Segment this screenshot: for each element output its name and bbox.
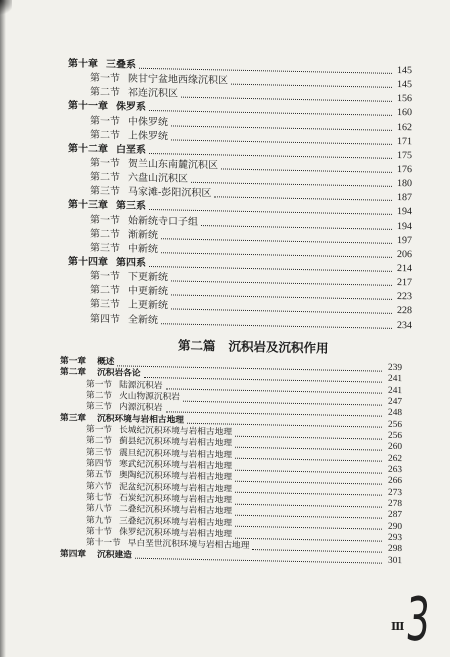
- toc-section-title: 侏罗纪沉积环境与岩相古地理: [119, 527, 232, 540]
- toc-chapter-title: 第四系: [116, 257, 146, 269]
- toc-section-number: 第二节: [86, 436, 113, 447]
- toc-page-number: 197: [397, 234, 412, 246]
- toc-section-number: 第三节: [90, 242, 120, 255]
- toc-page-number: 228: [397, 305, 412, 317]
- toc-page-number: 234: [397, 319, 412, 331]
- toc-section-title: 中更新统: [128, 285, 168, 298]
- toc-page-number: 247: [388, 396, 402, 408]
- dot-leader: [181, 97, 392, 102]
- toc-section-number: 第一节: [90, 72, 120, 85]
- dot-leader: [171, 309, 392, 314]
- toc-section-number: 第七节: [86, 492, 113, 504]
- dot-leader: [201, 225, 392, 230]
- toc-section-number: 第九节: [86, 515, 113, 526]
- toc-section-title: 蓟县纪沉积环境与岩相古地理: [119, 436, 232, 449]
- toc-section-title: 早白垩世沉积环境与岩相古地理: [127, 538, 250, 552]
- toc-page-number: 223: [397, 291, 412, 303]
- toc-chapter-number: 第一章: [60, 356, 87, 367]
- toc-page-number: 206: [397, 248, 412, 261]
- toc-page-number: 256: [388, 430, 402, 442]
- part-heading: [178, 338, 329, 357]
- toc-section-number: 第二节: [90, 228, 120, 241]
- toc-section-title: 祁连沉积区: [128, 87, 178, 100]
- toc-chapter-title: 概述: [97, 356, 115, 368]
- dot-leader: [171, 295, 392, 300]
- toc-section-number: 第二节: [86, 390, 113, 402]
- toc-page-number: 162: [397, 121, 412, 133]
- toc-section-title: 长城纪沉积环境与岩相古地理: [119, 425, 232, 438]
- toc-chapter-number: 第二章: [60, 367, 87, 379]
- toc-page-number: 171: [397, 135, 412, 147]
- roman-page-number: Ⅲ: [391, 620, 405, 633]
- toc-page-number: 241: [388, 385, 402, 396]
- toc-section-title: 全新统: [128, 314, 158, 326]
- toc-section-number: 第三节: [86, 447, 113, 458]
- part-heading-number: 第二篇: [178, 337, 216, 354]
- toc-page-number: 287: [388, 510, 402, 521]
- toc-chapter-number: 第四章: [60, 548, 87, 560]
- toc-section-title: 火山物源沉积岩: [119, 391, 180, 403]
- dot-leader: [191, 182, 392, 187]
- toc-section-number: 第四节: [90, 313, 120, 325]
- part-heading-title: 沉积岩及沉积作用: [228, 338, 329, 356]
- dot-leader: [171, 139, 392, 144]
- toc-section-title: 下更新统: [128, 271, 168, 284]
- toc-section-title: 上更新统: [128, 299, 168, 312]
- toc-section-number: 第二节: [90, 129, 120, 142]
- toc-chapter-title: 沉积环境与岩相古地理: [97, 413, 184, 426]
- toc-chapter-number: 第十四章: [68, 256, 108, 269]
- toc-section-title: 三叠纪沉积环境与岩相古地理: [119, 515, 232, 529]
- toc-section-title: 上侏罗统: [128, 130, 168, 143]
- toc-chapter-title: 沉积建造: [97, 549, 132, 561]
- toc-chapter-number: 第三章: [60, 412, 87, 424]
- toc-page-number: 273: [388, 487, 402, 498]
- toc-section-title: 陆源沉积岩: [119, 380, 163, 391]
- toc-page-number: 263: [388, 464, 402, 476]
- toc-section-title: 贺兰山东南麓沉积区: [128, 158, 218, 172]
- toc-part1-list: [68, 57, 412, 333]
- toc-page-number: 180: [397, 178, 412, 190]
- toc-page-number: 217: [397, 277, 412, 289]
- toc-section-number: 第十一节: [86, 537, 121, 549]
- toc-page-number: 248: [388, 408, 402, 419]
- toc-page-number: 256: [388, 419, 402, 430]
- handwritten-page-mark: 3: [403, 585, 433, 655]
- toc-section-number: 第五节: [86, 470, 113, 481]
- toc-page-number: 156: [397, 93, 412, 105]
- toc-section-number: 第一节: [90, 214, 120, 226]
- toc-section-number: 第三节: [90, 299, 120, 311]
- dot-leader: [231, 84, 392, 88]
- toc-section-number: 第三节: [90, 186, 120, 198]
- toc-page-number: 214: [397, 262, 412, 275]
- toc-page-number: 266: [388, 476, 402, 487]
- toc-section-number: 第一节: [86, 379, 113, 390]
- toc-chapter-title: 三叠系: [106, 59, 136, 71]
- toc-page-number: 175: [397, 149, 412, 162]
- toc-section-title: 内源沉积岩: [119, 402, 163, 414]
- toc-chapter-number: 第十三章: [68, 199, 108, 212]
- toc-page-number: 298: [388, 544, 402, 555]
- toc-section-number: 第二节: [90, 285, 120, 297]
- dot-leader: [135, 558, 382, 564]
- toc-page-number: 160: [397, 107, 412, 119]
- toc-section-title: 渐新统: [128, 229, 158, 241]
- dot-leader: [171, 281, 392, 286]
- toc-section-title: 奥陶纪沉积环境与岩相古地理: [119, 470, 232, 483]
- toc-chapter-title: 白垩系: [116, 144, 146, 156]
- toc-page-number: 301: [388, 555, 402, 566]
- toc-section-number: 第十节: [86, 526, 113, 538]
- toc-section-title: 马家滩-彭阳沉积区: [128, 186, 212, 200]
- toc-chapter-number: 第十章: [68, 58, 98, 70]
- toc-section-title: 泥盆纪沉积环境与岩相古地理: [119, 481, 232, 495]
- toc-page-number: 187: [397, 192, 412, 204]
- toc-section-title: 寒武纪沉积环境与岩相古地理: [119, 459, 232, 472]
- toc-section-number: 第二节: [90, 87, 120, 99]
- toc-section-number: 第六节: [86, 481, 113, 492]
- toc-section-title: 二叠纪沉积环境与岩相古地理: [119, 504, 232, 517]
- toc-chapter-title: 第三系: [116, 200, 146, 213]
- toc-chapter-number: 第十一章: [68, 100, 108, 113]
- toc-page-number: 145: [397, 79, 412, 91]
- toc-section-title: 中侏罗统: [128, 116, 168, 128]
- toc-page-number: 194: [397, 206, 412, 218]
- toc-section-number: 第一节: [90, 115, 120, 127]
- toc-page-number: 290: [388, 521, 402, 532]
- toc-section-number: 第四节: [86, 458, 113, 470]
- toc-section-title: 石炭纪沉积环境与岩相古地理: [119, 493, 232, 506]
- toc-section-number: 第一节: [86, 424, 113, 436]
- toc-section-number: 第二节: [90, 171, 120, 184]
- dot-leader: [171, 125, 392, 130]
- toc-page-number: 241: [388, 374, 402, 385]
- toc-page-number: 262: [388, 453, 402, 464]
- toc-chapter-title: 沉积岩各论: [97, 368, 141, 380]
- toc-page-number: 176: [397, 163, 412, 176]
- toc-section-title: 陕甘宁盆地西缘沉积区: [128, 73, 228, 87]
- toc-page-number: 239: [388, 362, 402, 374]
- dot-leader: [214, 197, 392, 202]
- toc-chapter-title: 侏罗系: [116, 101, 146, 114]
- toc-page-number: 278: [388, 498, 402, 510]
- toc-section-number: 第八节: [86, 503, 113, 515]
- toc-page-number: 145: [397, 64, 412, 77]
- toc-page-number: 194: [397, 220, 412, 232]
- toc-section-title: 始新统寺口子组: [128, 215, 198, 228]
- toc-part2-list: [60, 356, 402, 567]
- toc-page-number: 293: [388, 532, 402, 543]
- toc-section-title: 六盘山沉积区: [128, 172, 188, 185]
- dot-leader: [252, 549, 382, 553]
- toc-chapter-number: 第十二章: [68, 143, 108, 156]
- toc-section-number: 第一节: [90, 270, 120, 283]
- toc-section-number: 第一节: [90, 157, 120, 170]
- dot-leader: [221, 168, 392, 172]
- toc-section-title: 中新统: [128, 243, 158, 255]
- toc-section-title: 震旦纪沉积环境与岩相古地理: [119, 448, 232, 461]
- toc-section-number: 第三节: [86, 402, 113, 413]
- toc-page-number: 260: [388, 442, 402, 453]
- dot-leader: [161, 323, 392, 329]
